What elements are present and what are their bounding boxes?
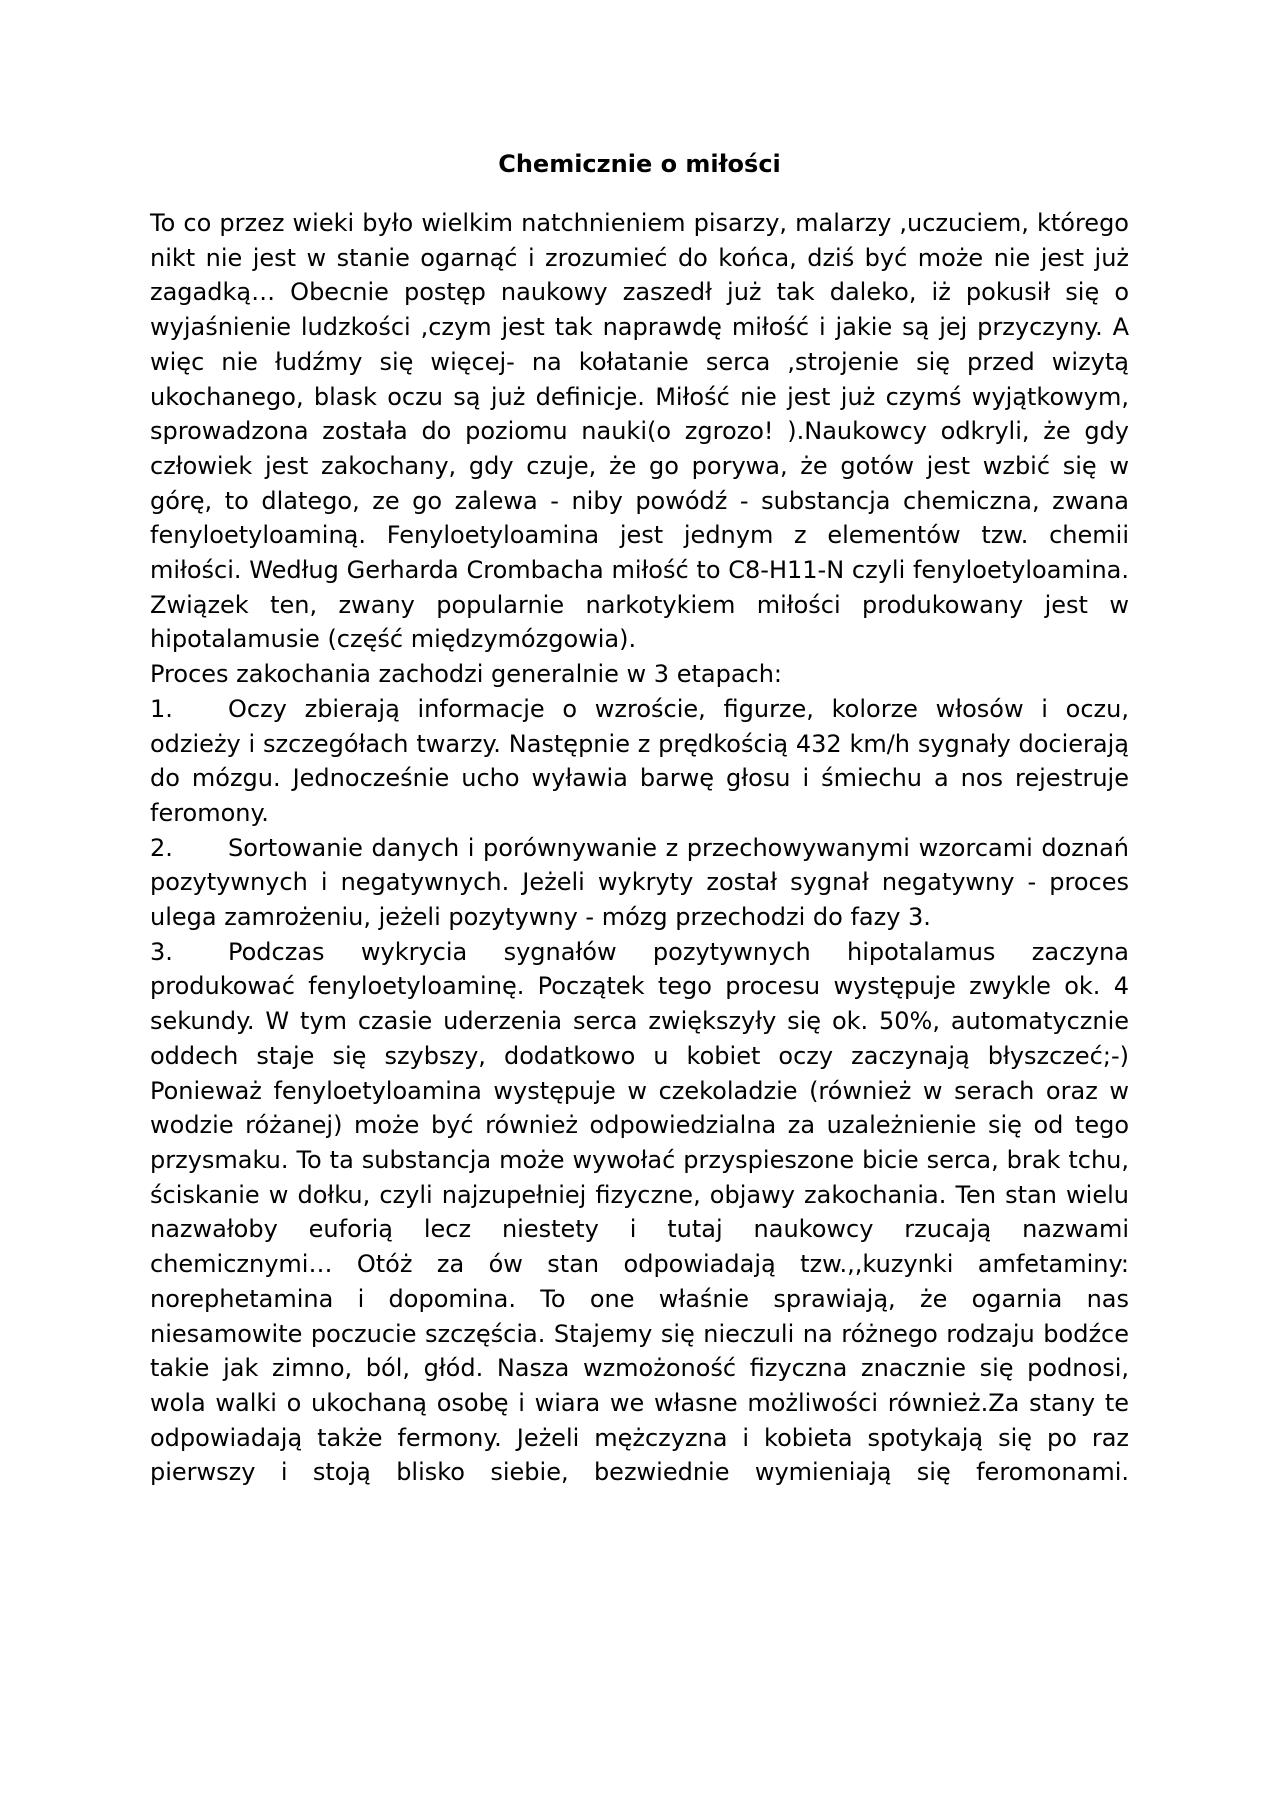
document-title: Chemicznie o miłości	[498, 150, 781, 178]
list-item-text: Oczy zbierają informacje o wzroście, figurze, kolorze włosów i oczu, odzieży i szczegółach twarzy. Następnie z prędkością 432 km/h sygnały docierają do mózgu. Jednocześnie ucho wyławia barwę głosu i śmiechu a nos rejestruje feromony.	[150, 694, 1129, 827]
list-item-step-2	[150, 831, 1129, 935]
process-intro: Proces zakochania zachodzi generalnie w 3 etapach:	[150, 660, 783, 689]
list-item-step-3	[150, 935, 1129, 1490]
list-item-step-1	[150, 692, 1129, 831]
list-item-text: Sortowanie danych i porównywanie z przechowywanymi wzorcami doznań pozytywnych i negatywnych. Jeżeli wykryty został sygnał negatywny - proces ulega zamrożeniu, jeżeli pozytywny - mózg przechodzi do fazy 3.	[150, 833, 1129, 932]
list-item-number: 3.	[150, 937, 173, 966]
list-item-number: 2.	[150, 833, 173, 862]
list-item-text: Podczas wykrycia sygnałów pozytywnych hipotalamus zaczyna produkować fenyloetyloaminę. Początek tego procesu występuje zwykle ok. 4 sekundy. W tym czasie uderzenia serca zwiększyły się ok. 50%, automatycznie oddech staje się szybszy, dodatkowo u kobiet oczy zaczynają błyszczeć;-) Ponieważ fenyloetyloamina występuje w czekoladzie (również w serach oraz w wodzie różanej) może być również odpowiedzialna za uzależnienie się od tego przysmaku. To ta substancja może wywołać przyspieszone bicie serca, brak tchu, ściskanie w dołku, czyli najzupełniej fizyczne, objawy zakochania. Ten stan wielu nazwałoby euforią lecz niestety i tutaj naukowcy rzucają nazwami chemicznymi… Otóż za ów stan odpowiadają tzw.,,kuzynki amfetaminy: norephetamina i dopomina. To one właśnie sprawiają, że ogarnia nas niesamowite poczucie szczęścia. Stajemy się nieczuli na różnego rodzaju bodźce takie jak zimno, ból, głód. Nasza wzmożoność fizyczna znacznie się podnosi, wola walki o ukochaną osobę i wiara we własne możliwości również.Za stany te odpowiadają także fermony. Jeżeli mężczyzna i kobieta spotykają się po raz pierwszy i stoją blisko siebie, bezwiednie wymieniają się feromonami.	[150, 937, 1129, 1487]
intro-paragraph: To co przez wieki było wielkim natchnieniem pisarzy, malarzy ,uczuciem, którego nikt nie jest w stanie ogarnąć i zrozumieć do końca, dziś być może nie jest już zagadką… Obecnie postęp naukowy zaszedł już tak daleko, iż pokusił się o wyjaśnienie ludzkości ,czym jest tak naprawdę miłość i jakie są jej przyczyny. A więc nie łudźmy się więcej- na kołatanie serca ,strojenie się przed wizytą ukochanego, blask oczu są już definicje. Miłość nie jest już czymś wyjątkowym, sprowadzona została do poziomu nauki(o zgrozo! ).Naukowcy odkryli, że gdy człowiek jest zakochany, gdy czuje, że go porywa, że gotów jest wzbić się w górę, to dlatego, ze go zalewa - niby powódź - substancja chemiczna, zwana fenyloetyloaminą. Fenyloetyloamina jest jednym z elementów tzw. chemii miłości. Według Gerharda Crombacha miłość to C8-H11-N czyli fenyloetyloamina. Związek ten, zwany popularnie narkotykiem miłości produkowany jest w hipotalamusie (część międzymózgowia).	[150, 209, 1129, 654]
document-page	[150, 148, 1129, 1490]
list-item-number: 1.	[150, 694, 173, 723]
